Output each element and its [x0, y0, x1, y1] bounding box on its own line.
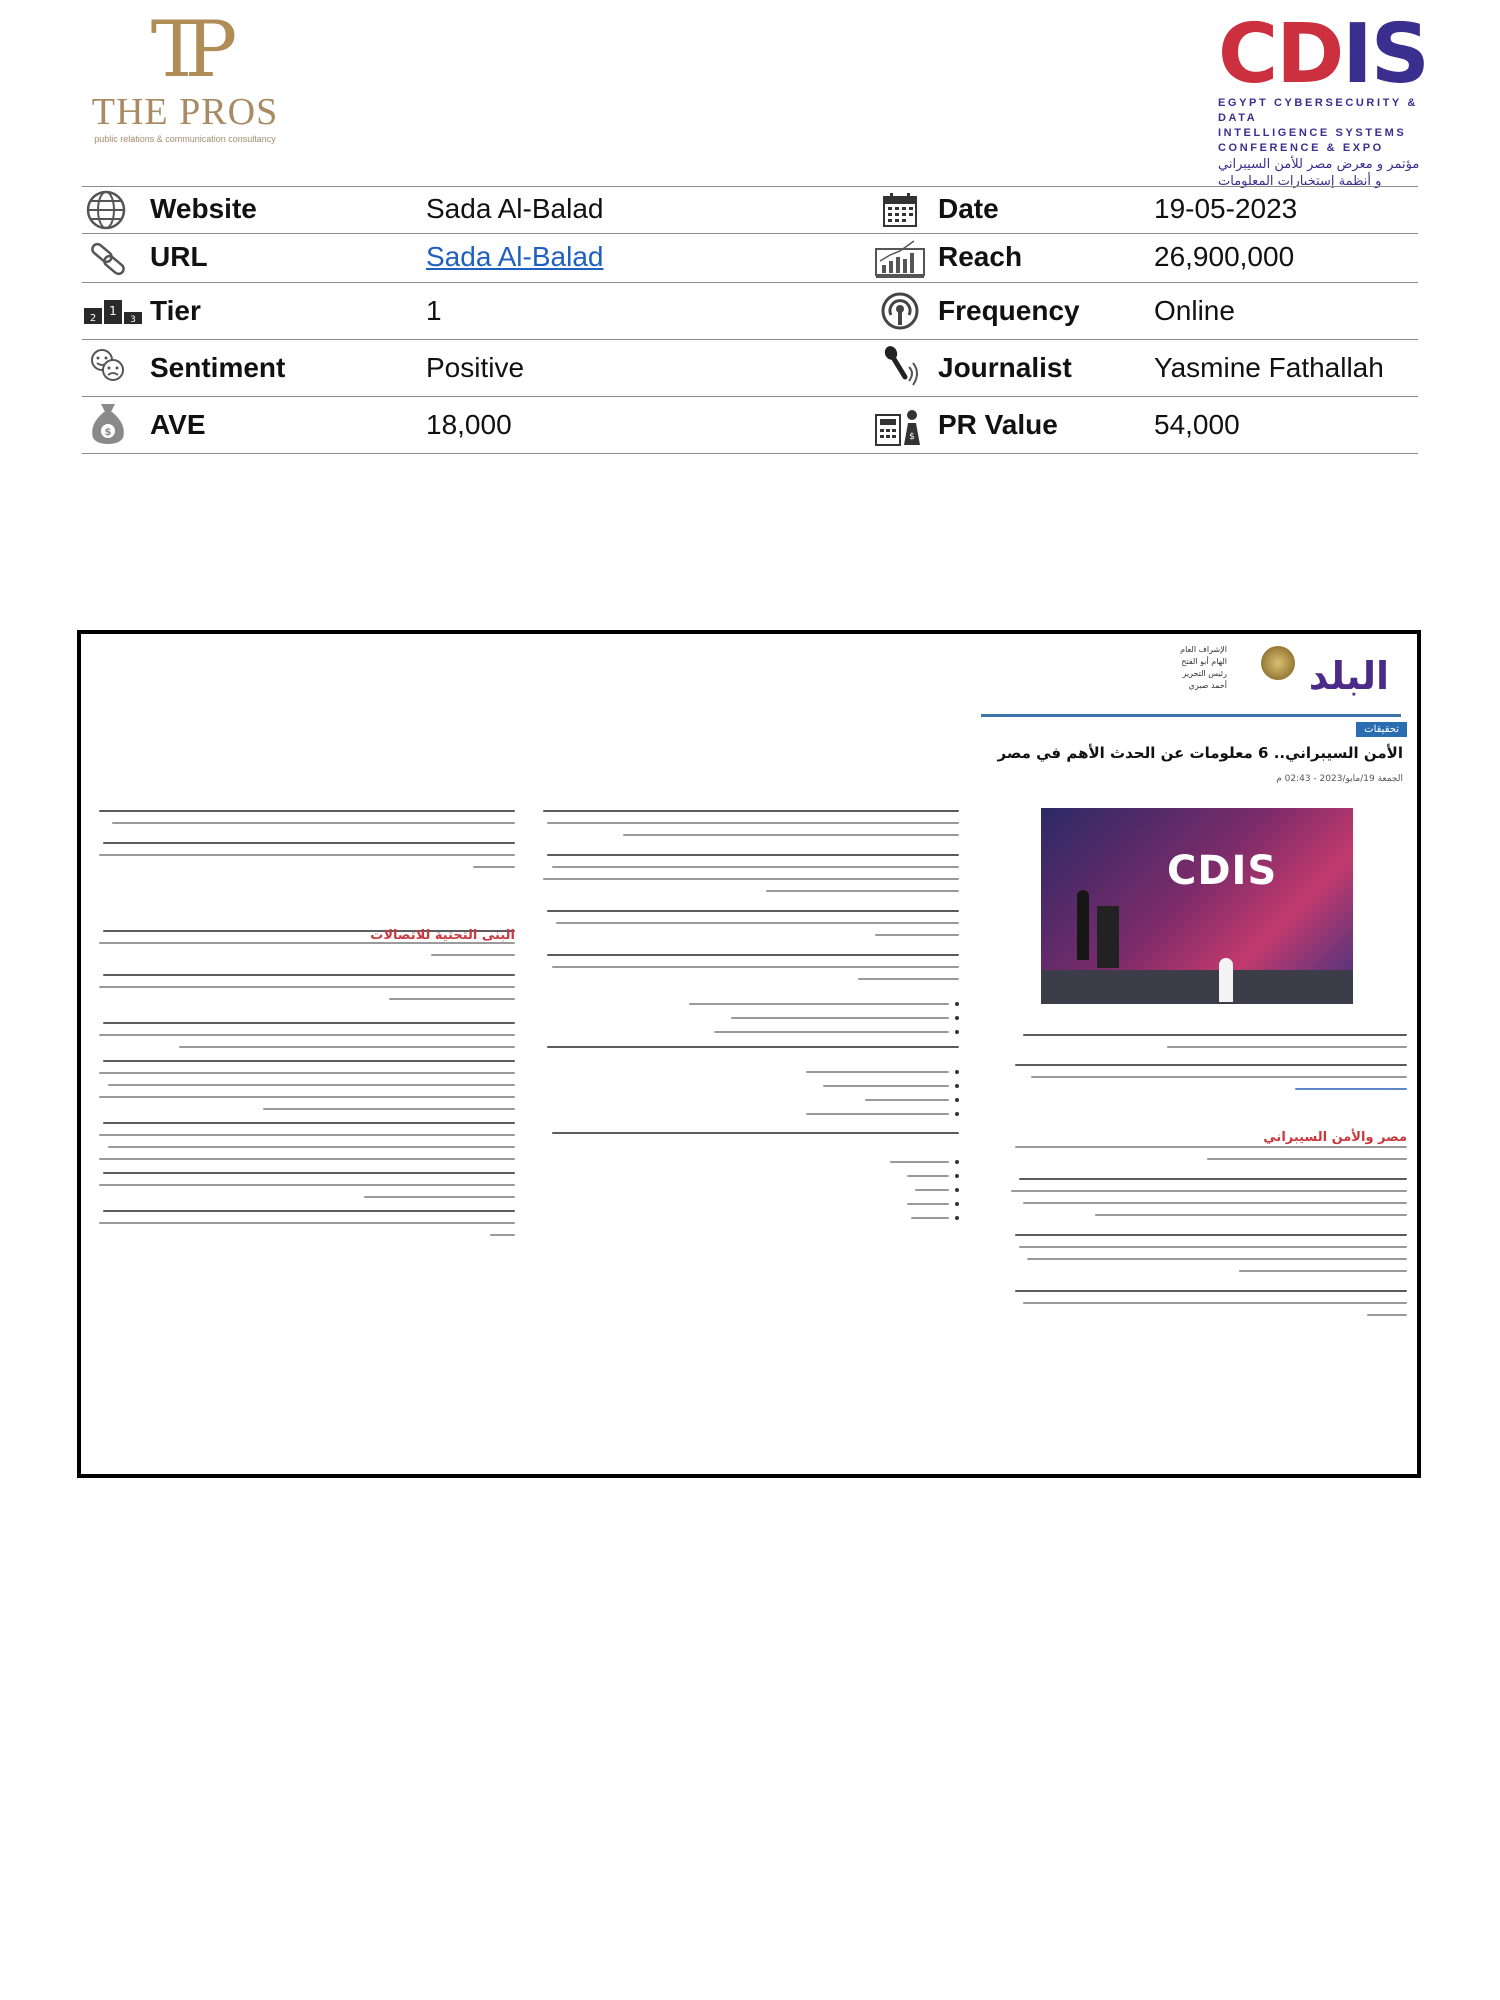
text-line [99, 1222, 515, 1224]
header-rule [981, 714, 1401, 717]
text-line [99, 1034, 515, 1036]
text-line [806, 1113, 949, 1115]
text-line [1023, 1202, 1407, 1204]
cdis-subtitle [1218, 96, 1458, 156]
text-line [1015, 1064, 1407, 1066]
text-line [714, 1031, 949, 1033]
text-line [731, 1017, 949, 1019]
text-line [1239, 1270, 1407, 1272]
text-line [99, 1158, 515, 1160]
text-line [263, 1108, 515, 1110]
text-line [99, 1072, 515, 1074]
journalist-value: Yasmine Fathallah [1154, 352, 1384, 383]
pr-value-label: PR Value [938, 409, 1058, 440]
podium-shape [1097, 906, 1119, 968]
text-line [865, 1099, 949, 1101]
cdis-arabic-tagline [1218, 156, 1458, 190]
podium-icon [82, 295, 146, 327]
text-line [689, 1003, 949, 1005]
article-column-middle [539, 810, 959, 1230]
url-link[interactable]: Sada Al-Balad [426, 241, 604, 272]
text-line [1015, 1290, 1407, 1292]
monitor-chart-icon [874, 234, 926, 282]
text-line [547, 822, 959, 824]
website-label: Website [150, 193, 257, 224]
text-line [1367, 1314, 1407, 1316]
masthead-line: أحمد صبري [1188, 681, 1227, 690]
text-line [1031, 1076, 1407, 1078]
podium-number: 3 [130, 315, 136, 325]
text-line [103, 1060, 515, 1062]
text-line [99, 1096, 515, 1098]
globe-icon [84, 188, 128, 232]
text-line [547, 854, 959, 856]
cdis-wordmark [1218, 7, 1458, 102]
text-line [103, 974, 515, 976]
text-line [473, 866, 515, 868]
text-line [364, 1196, 515, 1198]
text-line [1027, 1258, 1407, 1260]
tier-value: 1 [426, 295, 442, 326]
site-logo [1229, 642, 1399, 712]
text-line [103, 1022, 515, 1024]
text-line [543, 810, 959, 812]
article-column-right [1007, 1026, 1407, 1316]
text-line [806, 1071, 949, 1073]
broadcast-icon [878, 289, 922, 333]
pros-name: THE PROS [91, 91, 279, 133]
text-line [1095, 1214, 1407, 1216]
text-line [108, 1146, 515, 1148]
text-line [552, 966, 959, 968]
journalist-label: Journalist [938, 352, 1072, 383]
bullet-list [539, 1070, 959, 1116]
text-line [890, 1161, 949, 1163]
text-line [1207, 1158, 1407, 1160]
podium-number: 2 [89, 313, 97, 324]
sentiment-value: Positive [426, 352, 525, 383]
link-icon [86, 237, 130, 281]
ave-label: AVE [150, 409, 206, 440]
text-line [915, 1189, 949, 1191]
sentiment-label: Sentiment [150, 352, 286, 383]
site-logo-text: البلد [1308, 654, 1389, 698]
url-label: URL [150, 241, 208, 272]
text-line [552, 866, 959, 868]
section-subheading: البنى التحتية للاتصالات [370, 928, 515, 943]
reach-value: 26,900,000 [1154, 241, 1295, 272]
calculator-person-icon [874, 405, 924, 449]
cdis-logo [1218, 7, 1458, 190]
text-line [103, 1172, 515, 1174]
microphone-icon [878, 344, 922, 388]
masthead-line: الإشراف العام [1180, 645, 1227, 654]
text-line [103, 1210, 515, 1212]
podium-number: 1 [109, 304, 117, 318]
calendar-icon [878, 188, 922, 232]
pros-tagline: public relations & communication consultancy [94, 134, 276, 144]
info-row [82, 397, 1418, 454]
frequency-label: Frequency [938, 295, 1080, 326]
text-line [547, 910, 959, 912]
text-line [108, 1084, 515, 1086]
stage-floor [1041, 970, 1353, 1004]
text-line [103, 842, 515, 844]
info-row [82, 340, 1418, 397]
pr-value-value: 54,000 [1154, 409, 1240, 440]
section-tag: تحقيقات [1356, 722, 1407, 737]
cdis-letter: I [1342, 7, 1371, 102]
cdis-subtitle-line: INTELLIGENCE SYSTEMS [1218, 127, 1407, 139]
stage-screen [1149, 838, 1339, 938]
bullet-list [539, 1002, 959, 1034]
text-line [907, 1203, 949, 1205]
text-line [823, 1085, 949, 1087]
article-headline: الأمن السيبراني.. 6 معلومات عن الحدث الأهم في مصر [997, 744, 1403, 762]
masthead-credits [1180, 644, 1227, 692]
text-line [490, 1234, 515, 1236]
pros-monogram: TP [150, 5, 220, 95]
svg-text:$: $ [909, 432, 915, 442]
money-bag-icon [86, 401, 130, 445]
tier-label: Tier [150, 295, 201, 326]
text-line [911, 1217, 949, 1219]
ave-value: 18,000 [426, 409, 512, 440]
text-line [543, 878, 959, 880]
text-line [766, 890, 959, 892]
masthead-line: الهام أبو الفتح [1181, 657, 1227, 666]
date-value: 19-05-2023 [1154, 193, 1298, 224]
faces-icon [86, 344, 130, 388]
section-subheading: مصر والأمن السيبراني [1263, 1130, 1407, 1145]
masthead-line: رئيس التحرير [1182, 669, 1227, 678]
text-line [99, 1184, 515, 1186]
text-line [556, 922, 959, 924]
text-line [179, 1046, 515, 1048]
speaker-figure [1077, 890, 1089, 960]
text-line [112, 822, 515, 824]
article-photo [1041, 808, 1353, 1004]
the-pros-logo [80, 5, 290, 145]
text-line [389, 998, 515, 1000]
text-line [99, 986, 515, 988]
text-line [547, 954, 959, 956]
coverage-info-table [82, 186, 1418, 454]
text-line [1023, 1034, 1407, 1036]
text-line [875, 934, 959, 936]
info-row [82, 283, 1418, 340]
cdis-letter: S [1370, 7, 1428, 102]
text-line [547, 1046, 959, 1048]
cdis-arabic-line: و أنظمة إستخبارات المعلومات [1218, 174, 1382, 189]
svg-text:$: $ [104, 427, 112, 438]
text-line [1019, 1178, 1407, 1180]
bullet-list [539, 1160, 959, 1220]
text-line [1011, 1190, 1407, 1192]
text-line [99, 1134, 515, 1136]
text-line [99, 854, 515, 856]
cdis-letter: D [1276, 7, 1343, 102]
frequency-value: Online [1154, 295, 1235, 326]
text-line [1167, 1046, 1407, 1048]
info-row [82, 234, 1418, 283]
text-line [907, 1175, 949, 1177]
info-row [82, 186, 1418, 234]
reach-label: Reach [938, 241, 1023, 272]
article-clipping [77, 630, 1421, 1478]
screen-logo: CDIS [1167, 848, 1278, 894]
text-line [1295, 1088, 1407, 1090]
text-line [103, 1122, 515, 1124]
cdis-subtitle-line: EGYPT CYBERSECURITY & DATA [1218, 97, 1418, 124]
cdis-letter: C [1218, 7, 1277, 102]
website-value: Sada Al-Balad [426, 193, 604, 224]
text-line [99, 810, 515, 812]
date-label: Date [938, 193, 999, 224]
text-line [1023, 1302, 1407, 1304]
text-line [431, 954, 515, 956]
emblem-icon [1261, 646, 1295, 680]
cdis-arabic-line: مؤتمر و معرض مصر للأمن السيبراني [1218, 157, 1420, 172]
cdis-subtitle-line: CONFERENCE & EXPO [1218, 142, 1384, 154]
text-line [858, 978, 959, 980]
audience-figure [1219, 958, 1233, 1002]
text-line [1015, 1146, 1407, 1148]
article-column-left [95, 810, 515, 1236]
text-line [623, 834, 959, 836]
article-date: الجمعة 19/مايو/2023 - 02:43 م [1276, 774, 1403, 784]
text-line [1019, 1246, 1407, 1248]
text-line [552, 1132, 959, 1134]
text-line [1015, 1234, 1407, 1236]
